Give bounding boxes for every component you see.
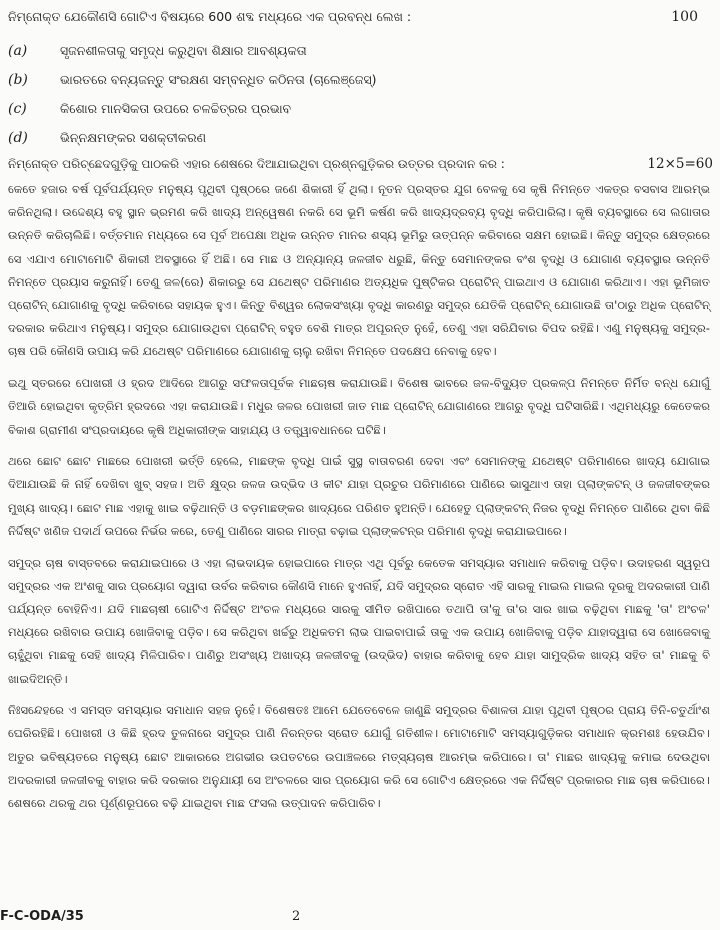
question-2-marks: 12×5=60 [647,156,713,172]
passage-paragraph: ନିଃସନ୍ଦେହରେ ଏ ସମସ୍ତ ସମସ୍ୟାର ସମାଧାନ ସହଜ ନୁହେଁ। ବିଶେଷତଃ ଆମେ ଯେତେବେଳେ ଜାଣୁଛି ସମୁଦ୍ରର ବିଶାଳତା ଯାହା ପୃଥିବୀ ପୃଷ୍ଠର ପ୍ରାୟ ତିନି-ଚତୁର୍ଥାଂଶ ଘେରିରହିଛି। ପୋଖରୀ ଓ କିଛି ହ୍ରଦ ତୁଳନାରେ ସମୁଦ୍ର ପାଣି ନିରନ୍ତର ସ୍ରୋତ ଯୋଗୁଁ ଗତିଶୀଳ। ମୋଟାମୋଟି ସମସ୍ୟାଗୁଡ଼ିକର ସମାଧାନ କ୍ରମଶଃ ହେଉଯିବ। ଅତୁର ଭବିଷ୍ୟତରେ ମନୁଷ୍ୟ ଛୋଟ ଆକାରରେ ଅଗଭୀର ଉପତଟରେ ଉପାଞ୍ଚଳରେ ମତ୍ସ୍ୟଚାଷ ଆରମ୍ଭ କରିପାରେ। ତା' ମାଛର ଖାଦ୍ୟକୁ କମାଇ ଦେଉଥିବା ଅଦରକାରୀ ଜଳଜୀବକୁ ବାହାର କରି ଦରକାର ଅନୁଯାୟୀ ସେ ଅଂଚଳରେ ସାର ପ୍ରୟୋଗ କରି ସେ ଗୋଟିଏ କ୍ଷେତ୍ରରେ ଏକ ନିର୍ଦ୍ଦିଷ୍ଟ ପ୍ରକାରର ମାଛ ଚାଷ କରିପାରେ। ଶେଷରେ ଥରକୁ ଥର ପୂର୍ଣ୍ଣରୂପରେ ବଢ଼ି ଯାଇଥିବା ମାଛ ଫସଲ ଉତ୍ପାଦନ କରିପାରିବ। [8,703,710,811]
option-label: (c) [8,100,27,117]
paper-code: F-C-ODA/35 [0,909,84,924]
passage-paragraph: ସମୁଦ୍ର ଚାଷ ବାସ୍ତବରେ କରାଯାଇପାରେ ଓ ଏହା ଲାଭଦାୟକ ହୋଇପାରେ ମାତ୍ର ଏଥି ପୂର୍ବରୁ କେତେକ ସମସ୍ୟାର ସମାଧାନ କରିବାକୁ ପଡ଼ିବ। ଉଦାହରଣ ସ୍ୱରୂପ ସମୁଦ୍ରର ଏକ ଅଂଶକୁ ସାର ପ୍ରୟୋଗ ଦ୍ୱାରା ଉର୍ବର କରିବାର କୌଣସି ମାନେ ହୁଏନାହିଁ, ଯଦି ସମୁଦ୍ରର ସ୍ରୋତ ଏହି ସାରକୁ ମାଇଲ ମାଇଲ ଦୂରକୁ ଅଦରକାରୀ ପାଣି ପର୍ଯ୍ୟନ୍ତ ବୋହିନିଏ। ଯଦି ମାଛଚାଷୀ ଗୋଟିଏ ନିର୍ଦ୍ଦିଷ୍ଟ ଅଂଚଳ ମଧ୍ୟରେ ସାରକୁ ସୀମିତ ରଖିପାରେ ତଥାପି ତା'କୁ ତା'ର ସାର ଖାଇ ବଢ଼ିଥିବା ମାଛକୁ 'ତା' ଅଂଚଳ' ମଧ୍ୟରେ ରଖିବାର ଉପାୟ ଖୋଜିବାକୁ ପଡ଼ିବ। ସେ କରିଥିବା ଖର୍ଚ୍ଚରୁ ଅଧିକତମ ଲାଭ ପାଇବାପାଇଁ ତାକୁ ଏକ ଉପାୟ ଖୋଜିବାକୁ ପଡ଼ିବ ଯାହାଦ୍ୱାରା ସେ ଖୋଜେବାକୁ ଚାହୁଁଥିବା ମାଛକୁ ସେହି ଖାଦ୍ୟ ମିଳିପାରିବ। ପାଣିରୁ ଅସଂଖ୍ୟ ଅଖାଦ୍ୟ ଜଳଜୀବକୁ (ଉଦ୍ଭିଦ) ବାହାର କରିବାକୁ ହେବ ଯାହା ସାମୁଦ୍ରିକ ଖାଦ୍ୟ ସହିତ ତା' ମାଛକୁ ବି ଖାଇଦିଅନ୍ତି। [8,555,710,686]
comprehension-passage [8,178,710,824]
essay-option-a [8,36,608,65]
option-label: (a) [8,42,28,59]
question-2-heading [8,155,713,173]
option-text: ଭାରତରେ ବନ୍ୟଜନ୍ତୁ ସଂରକ୍ଷଣ ସମ୍ବନ୍ଧିତ କଠିନତା (ଚାଲେଞ୍ଜେସ୍) [60,71,377,87]
essay-option-c [8,94,608,123]
passage-paragraph: ଥରେ ଛୋଟ ଛୋଟ ମାଛରେ ପୋଖରୀ ଭର୍ତ୍ତି ହେଲେ, ମାଛଙ୍କ ବୃଦ୍ଧି ପାଇଁ ସୁସ୍ଥ ବାତାବରଣ ଦେବା ଏବଂ ସେମାନଙ୍କୁ ଯଥେଷ୍ଟ ପରିମାଣରେ ଖାଦ୍ୟ ଯୋଗାଇ ଦିଆଯାଉଛି କି ନାହିଁ ଦେଖିବା ଖୁବ୍ ସହଜ। ଅତି କ୍ଷୁଦ୍ର ଜଳଜ ଉଦ୍ଭିଦ ଓ କୀଟ ଯାହା ପ୍ରଚୁର ପରିମାଣରେ ପାଣିରେ ଭାସୁଥାଏ ତାହା ପ୍ଲାଙ୍କଟନ୍ ଓ ଜଳଜୀବଙ୍କର ମୁଖ୍ୟ ଖାଦ୍ୟ। ଛୋଟ ମାଛ ଏହାକୁ ଖାଇ ବଢ଼ିଥାନ୍ତି ଓ ବଡ଼ମାଛଙ୍କର ଖାଦ୍ୟରେ ପରିଣତ ହୁଅନ୍ତି। ଯେହେତୁ ପ୍ଲାଙ୍କଟନ୍ ନିଜର ବୃଦ୍ଧି ନିମନ୍ତେ ପାଣିରେ ଥିବା କିଛି ନିର୍ଦ୍ଦିଷ୍ଟ ଖଣିଜ ପଦାର୍ଥ ଉପରେ ନିର୍ଭର କରେ, ତେଣୁ ପାଣିରେ ସାରର ମାତ୍ରା ବଢ଼ାଇ ପ୍ଲାଙ୍କଟନ୍‌ର ପରିମାଣ ବୃଦ୍ଧି କରାଯାଇପାରେ। [8,454,710,538]
page-number: 2 [292,909,301,924]
question-1-prompt: ନିମ୍ନୋକ୍ତ ଯେକୌଣସି ଗୋଟିଏ ବିଷୟରେ 600 ଶବ୍ଦ ମଧ୍ୟରେ ଏକ ପ୍ରବନ୍ଧ ଲେଖ : [8,9,412,24]
passage-paragraph: କେତେ ହଜାର ବର୍ଷ ପୂର୍ବପର୍ଯ୍ୟନ୍ତ ମନୁଷ୍ୟ ପୃଥିବୀ ପୃଷ୍ଠରେ ଜଣେ ଶିକାରୀ ହିଁ ଥିଲା। ନୂତନ ପ୍ରସ୍ତର ଯୁଗ ବେଳକୁ ସେ କୃଷି ନିମନ୍ତେ ଏକତ୍ର ବସବାସ ଆରମ୍ଭ କରିନଥିଲା। ଉଦ୍ଦେଶ୍ୟ ବହୁ ସ୍ଥାନ ଭ୍ରମଣ କରି ଖାଦ୍ୟ ଅନ୍ୱେଷଣ ନକରି ସେ ଭୂମି କର୍ଷଣ କରି ଖାଦ୍ୟଦ୍ରବ୍ୟ ବୃଦ୍ଧି କରିପାରିଲା। କୃଷି ବ୍ୟବସ୍ଥାରେ ସେ ଲଗାତାର ଉନ୍ନତି କରିଚାଲିଛି। ବର୍ତ୍ତମାନ ମଧ୍ୟରେ ସେ ପୂର୍ବ ଅପେକ୍ଷା ଅଧିକ ଉନ୍ନତ ମାନର ଶସ୍ୟ ଭୂମିରୁ ଉତ୍ପନ୍ନ କରିବାରେ ସକ୍ଷମ ହୋଇଛି। କିନ୍ତୁ ସମୁଦ୍ର କ୍ଷେତ୍ରରେ ସେ ଏଯାଏ ମୋଟାମୋଟି ଶିକାରୀ ଅବସ୍ଥାରେ ହିଁ ଅଛି। ସେ ମାଛ ଓ ଅନ୍ୟାନ୍ୟ ଜଳଜୀବ ଧରୁଛି, କିନ୍ତୁ ସେମାନଙ୍କର ବଂଶ ବୃଦ୍ଧି ଓ ଯୋଗାଣ ବ୍ୟବସ୍ଥାର ଉନ୍ନତି ନିମନ୍ତେ ପ୍ରୟାସ କରୁନାହିଁ। ତେଣୁ ଜଳ(ରେ) ଶିକାରରୁ ସେ ଯଥେଷ୍ଟ ପରିମାଣର ଅତ୍ୟଧିକ ପୁଷ୍ଟିକର ପ୍ରୋଟିନ୍ ପାଇଥାଏ ଓ ଯୋଗାଣ କରିଥାଏ। ଏହା ଭୂମିଜାତ ପ୍ରୋଟିନ୍ ଯୋଗାଣକୁ ବୃଦ୍ଧି କରିବାରେ ସହାୟକ ହୁଏ। କିନ୍ତୁ ବିଶ୍ୱର ଲୋକସଂଖ୍ୟା ବୃଦ୍ଧି କାରଣରୁ ସମୁଦ୍ର ଯେତିକି ପ୍ରୋଟିନ୍ ଯୋଗାଉଛି ତା'ଠାରୁ ଅଧିକ ପ୍ରୋଟିନ୍ ଦରକାର କରିଥାଏ ମନୁଷ୍ୟ। ସମୁଦ୍ର ଯୋଗାଉଥିବା ପ୍ରୋଟିନ୍ ବହୁତ ବେଶି ମାତ୍ର ଅପୂରନ୍ତ ନୁହେଁ, ତେଣୁ ଏହା ସରିଯିବାର ବିପଦ ରହିଛି। ଏଣୁ ମନୁଷ୍ୟକୁ ସମୁଦ୍ର-ଚାଷ ପରି କୌଣସି ଉପାୟ କରି ଯଥେଷ୍ଟ ପରିମାଣରେ ଯୋଗାଣକୁ ଚାଲୁ ରଖିବା ନିମନ୍ତେ ପଦକ୍ଷେପ ନେବାକୁ ହେବ। [8,182,710,359]
option-text: ସୃଜନଶୀଳତାକୁ ସମୃଦ୍ଧ କରୁଥିବା ଶିକ୍ଷାର ଆବଶ୍ୟକତା [60,42,307,58]
option-label: (d) [8,129,28,146]
question-1-marks: 100 [671,9,698,25]
option-text: କିଶୋର ମାନସିକତା ଉପରେ ଚଳଚ୍ଚିତ୍ରର ପ୍ରଭାବ [60,100,292,116]
question-1-heading [8,7,698,27]
essay-options-list [8,36,608,152]
essay-option-d [8,123,608,152]
passage-paragraph: ଇଥୁ ସ୍ତରରେ ପୋଖରୀ ଓ ହ୍ରଦ ଆଦିରେ ଆଗରୁ ସଫଳତାପୂର୍ବକ ମାଛଚାଷ କରାଯାଉଛି। ବିଶେଷ ଭାବରେ ଜଳ-ବିଦ୍ୟୁତ ପ୍ରକଳ୍ପ ନିମନ୍ତେ ନିର୍ମିତ ବନ୍ଧ ଯୋଗୁଁ ତିଆରି ହୋଇଥିବା କୃତ୍ରିମ ହ୍ରଦରେ ଏହା କରାଯାଉଛି। ମଧୁର ଜଳର ପୋଖରୀ ଜାତ ମାଛ ପ୍ରୋଟିନ୍ ଯୋଗାଣରେ ଆଗରୁ ବୃଦ୍ଧି ଘଟିସାରିଛି। ଏଥିମଧ୍ୟରୁ କେତେକର ବିକାଶ ଗ୍ରାମୀଣ ସଂପ୍ରଦାୟରେ କୃଷି ଅଧିକାରୀଙ୍କ ସାହାଯ୍ୟ ଓ ତତ୍ତ୍ୱାବଧାନରେ ଘଟିଛି। [8,376,710,437]
question-2-prompt: ନିମ୍ନୋକ୍ତ ପରିଚ୍ଛେଦଗୁଡ଼ିକୁ ପାଠକରି ଏହାର ଶେଷରେ ଦିଆଯାଇଥିବା ପ୍ରଶ୍ନଗୁଡ଼ିକର ଉତ୍ତର ପ୍ରଦାନ କର : [8,157,505,171]
essay-option-b [8,65,608,94]
option-label: (b) [8,71,28,88]
option-text: ଭିନ୍ନକ୍ଷମଙ୍କର ସଶକ୍ତୀକରଣ [60,129,207,145]
